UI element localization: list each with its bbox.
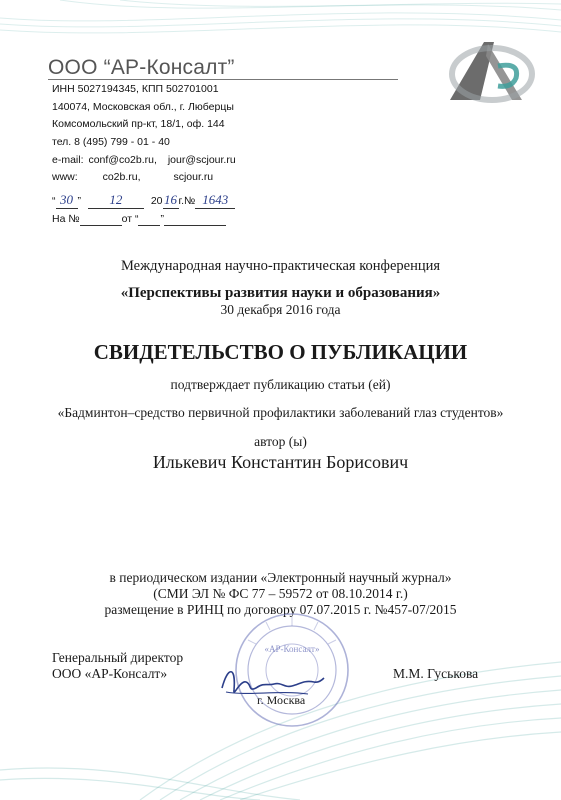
email-link-conf[interactable]: conf@co2b.ru, <box>88 154 157 166</box>
incoming-number-blank <box>80 213 122 226</box>
conference-type: Международная научно-практическая конференция <box>120 258 441 274</box>
website-link-co2b[interactable]: co2b.ru, <box>102 171 141 183</box>
company-name: ООО “АР-Консалт” <box>48 56 235 79</box>
from-day-blank <box>138 213 160 226</box>
website-link-scjour[interactable]: scjour.ru <box>173 171 214 183</box>
outgoing-number-line <box>52 192 235 209</box>
confirms-text: подтверждает публикацию статьи (ей) <box>170 377 391 392</box>
email-label: e-mail: <box>52 154 84 166</box>
company-logo <box>440 36 540 108</box>
outgoing-year: 16 <box>164 192 178 207</box>
city: г. Москва <box>257 693 306 707</box>
director-name: М.М. Гуськова <box>393 666 479 681</box>
from-date-blank <box>164 213 226 226</box>
outgoing-number: 1643 <box>195 192 235 209</box>
author-name: Илькевич Константин Борисович <box>152 452 409 472</box>
director-title: Генеральный директор <box>52 650 184 665</box>
quote-open: “ <box>52 195 56 207</box>
article-title: «Бадминтон–средство первичной профилактики заболеваний глаз студентов» <box>57 405 504 420</box>
stamp-text: «АР-Консалт» <box>264 644 320 654</box>
incoming-number-line <box>52 213 226 226</box>
registration-text: (СМИ ЭЛ № ФС 77 – 59572 от 08.10.2014 г.) <box>153 586 408 601</box>
director-company: ООО «АР-Консалт» <box>52 666 168 681</box>
conference-date: 30 декабря 2016 года <box>220 302 341 317</box>
author-label: автор (ы) <box>254 434 307 449</box>
www-label: www: <box>52 171 78 183</box>
www-line <box>52 171 213 183</box>
outgoing-month: 12 <box>88 192 144 209</box>
quote-close: ” <box>77 195 81 207</box>
from-close: ” <box>160 213 164 225</box>
inn-kpp: ИНН 5027194345, КПП 502701001 <box>52 83 219 95</box>
year-prefix: 20 <box>150 195 163 207</box>
phone: тел. 8 (495) 799 - 01 - 40 <box>52 136 170 148</box>
address-line-2: Комсомольский пр-кт, 18/1, оф. 144 <box>52 118 225 130</box>
email-link-jour[interactable]: jour@scjour.ru <box>167 154 236 166</box>
email-line <box>52 154 236 166</box>
incoming-label: На № <box>52 213 80 225</box>
header-divider <box>48 79 398 80</box>
rinc-text: размещение в РИНЦ по договору 07.07.2015 г. №457-07/2015 <box>104 602 457 617</box>
address-line-1: 140074, Московская обл., г. Люберцы <box>52 101 234 113</box>
journal-text: в периодическом издании «Электронный научный журнал» <box>109 570 452 585</box>
document-title: СВИДЕТЕЛЬСТВО О ПУБЛИКАЦИИ <box>93 340 468 364</box>
outgoing-day: 30 <box>56 192 78 209</box>
from-label: от “ <box>121 213 139 225</box>
conference-title: «Перспективы развития науки и образования» <box>120 285 441 301</box>
director-position <box>52 650 183 682</box>
number-label: г.№ <box>178 195 196 207</box>
